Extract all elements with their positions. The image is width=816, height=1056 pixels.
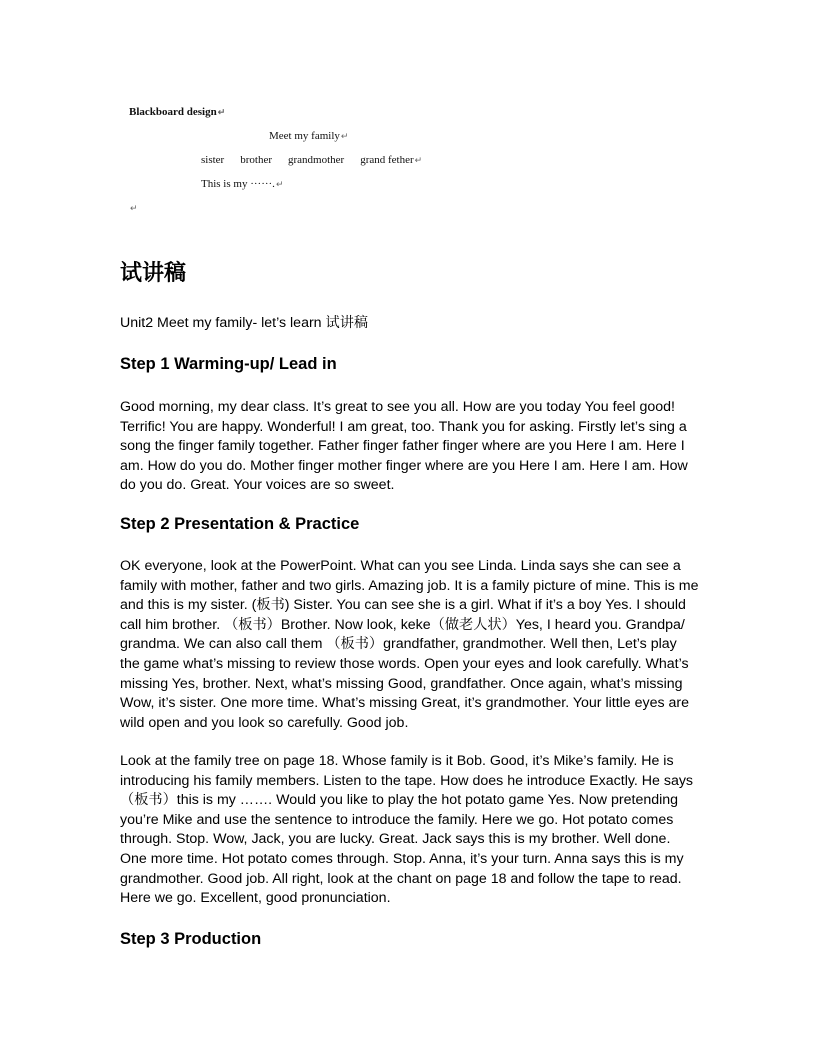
paragraph: OK everyone, look at the PowerPoint. What can you see Linda. Linda says she can see a family with mother, father and two girls. Amazing job. It is a family picture of mine. This is me and this is my sister. (板书) Sister. You can see she is a girl. What if it’s a boy Yes. I should call him brother. （板书）Brother. Now look, keke（做老人状）Yes, I heard you. Grandpa/ grandma. We can also call them （板书）grandfather, grandmother. Well then, Let’s play the game what’s missing to review those words. Open your eyes and look carefully. What’s missing Yes, brother. Next, what’s missing Good, grandfather. Once again, what’s missing Wow, it’s sister. One more time. What’s missing Great, it’s grandmother. Your little eyes are wild open and you look so carefully. Good job. (120, 558, 699, 731)
section-heading-step1: Step 1 Warming-up/ Lead in (120, 355, 337, 373)
return-mark: ↵ (217, 107, 226, 117)
blackboard-topic (269, 130, 348, 142)
blackboard-empty-line (129, 202, 138, 214)
section-heading-step2: Step 2 Presentation & Practice (120, 515, 360, 533)
blackboard-word-list (201, 154, 422, 166)
return-mark: ↵ (275, 179, 284, 189)
document-subtitle: Unit2 Meet my family- let’s learn 试讲稿 (120, 315, 369, 331)
blackboard-word: brother (240, 154, 272, 166)
document-heading: 试讲稿 (120, 261, 187, 286)
blackboard-sentence-text: This is my ······. (201, 178, 275, 190)
blackboard-word: grand fether (360, 154, 414, 166)
blackboard-sentence (201, 178, 283, 190)
section-heading-step3: Step 3 Production (120, 930, 262, 948)
blackboard-title-text: Blackboard design (129, 106, 217, 118)
blackboard-title (129, 106, 225, 118)
paragraph: Look at the family tree on page 18. Whose family is it Bob. Good, it’s Mike’s family. He is introducing his family members. Listen to the tape. How does he introduce Exactly. He says（板书）this is my ……. Would you like to play the hot potato game Yes. Now pretending you’re Mike and use the sentence to introduce the family. Here we go. Hot potato comes through. Stop. Wow, Jack, you are lucky. Great. Jack says this is my brother. Well done. One more time. Hot potato comes through. Stop. Anna, it’s your turn. Anna says this is my grandmother. Good job. All right, look at the chant on page 18 and follow the tape to read. Here we go. Excellent, good pronunciation. (120, 753, 694, 907)
blackboard-topic-text: Meet my family (269, 130, 340, 142)
paragraph: Good morning, my dear class. It’s great to see you all. How are you today You feel good! Terrific! You are happy. Wonderful! I am great, too. Thank you for asking. Firstly let’s sing a song the finger family together. Father finger father finger where are you Here I am. Here I am. How do you do. Mother finger mother finger where are you Here I am. Here I am. How do you do. Great. Your voices are so sweet. (120, 399, 688, 494)
return-mark: ↵ (414, 155, 423, 165)
return-mark: ↵ (340, 131, 349, 141)
blackboard-word: sister (201, 154, 225, 166)
return-mark: ↵ (130, 203, 138, 213)
blackboard-word: grandmother (288, 154, 345, 166)
